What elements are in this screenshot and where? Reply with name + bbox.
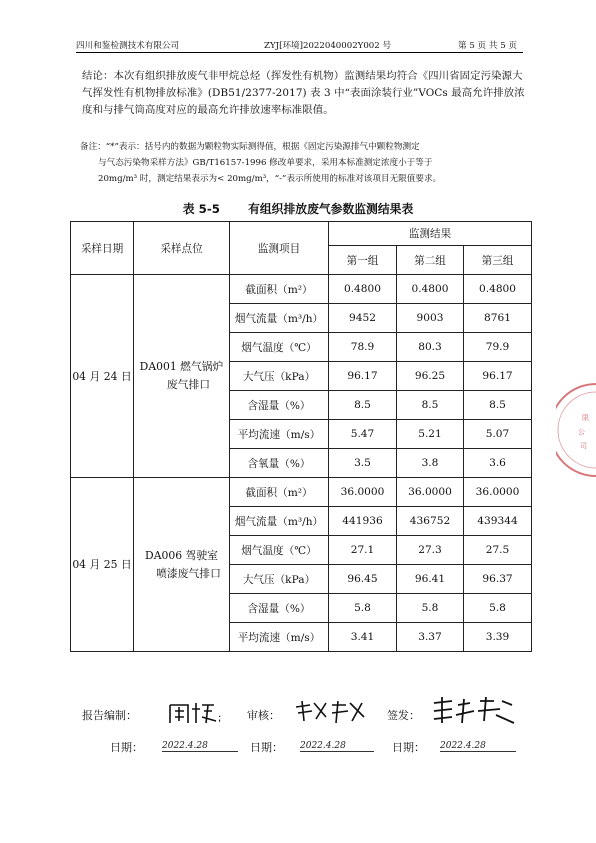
result-group-1: 27.1 — [329, 536, 397, 565]
result-group-3: 8761 — [464, 304, 532, 333]
monitoring-item: 大气压（kPa） — [230, 362, 329, 391]
sampling-date: 04 月 25 日 — [71, 478, 134, 652]
result-group-2: 96.25 — [397, 362, 464, 391]
result-group-1: 96.17 — [329, 362, 397, 391]
result-group-3: 36.0000 — [464, 478, 532, 507]
result-group-3: 79.9 — [464, 333, 532, 362]
header-group-3: 第三组 — [464, 246, 532, 275]
date-value-3: 2022.4.28 — [440, 741, 516, 752]
monitoring-item: 大气压（kPa） — [230, 565, 329, 594]
page-indicator: 第 5 页 共 5 页 — [458, 41, 517, 51]
result-group-1: 3.5 — [329, 449, 397, 478]
issuer-signature — [430, 695, 520, 727]
result-group-1: 9452 — [329, 304, 397, 333]
result-group-1: 8.5 — [329, 391, 397, 420]
result-group-1: 5.8 — [329, 594, 397, 623]
table-caption — [0, 200, 596, 217]
monitoring-item: 含湿量（%） — [230, 391, 329, 420]
monitoring-item: 截面积（m²） — [230, 275, 329, 304]
result-group-1: 0.4800 — [329, 275, 397, 304]
svg-text:限: 限 — [582, 414, 589, 422]
monitoring-item: 含氧量（%） — [230, 449, 329, 478]
result-group-3: 96.37 — [464, 565, 532, 594]
note-line-2: 与气态污染物采样方法》GB/T16157-1996 修改单要求，采用本标准测定浓度小于等于 — [98, 158, 433, 168]
sampling-point-line-1: DA006 驾驶室 — [145, 548, 218, 562]
note-line-3: 20mg/m³ 时，测定结果表示为< 20mg/m³，“-”表示所使用的标准对该项目无限值要求。 — [98, 174, 442, 184]
result-group-3: 8.5 — [464, 391, 532, 420]
sampling-point-line-1: DA001 燃气锅炉 — [139, 360, 224, 373]
header-date: 采样日期 — [71, 222, 134, 275]
date-label-3: 日期： — [392, 741, 425, 754]
date-label-1: 日期： — [110, 741, 143, 754]
header-item: 监测项目 — [230, 222, 329, 275]
result-group-3: 96.17 — [464, 362, 532, 391]
compiler-signature — [166, 699, 226, 727]
note-line-1: 备注：“*”表示：括号内的数据为颗粒物实际测得值，根据《固定污染源排气中颗粒物测定 — [80, 142, 420, 152]
date-value-1: 2022.4.28 — [162, 741, 238, 752]
result-group-2: 80.3 — [397, 333, 464, 362]
result-group-2: 5.21 — [397, 420, 464, 449]
result-group-3: 5.07 — [464, 420, 532, 449]
monitoring-item: 含湿量（%） — [230, 594, 329, 623]
result-group-3: 3.39 — [464, 623, 532, 652]
seal-stamp — [556, 380, 596, 480]
monitoring-item: 截面积（m²） — [230, 478, 329, 507]
monitoring-item: 烟气流量（m³/h） — [230, 304, 329, 333]
result-group-2: 96.41 — [397, 565, 464, 594]
result-group-2: 8.5 — [397, 391, 464, 420]
table-row — [71, 275, 532, 304]
result-group-2: 3.37 — [397, 623, 464, 652]
result-group-2: 0.4800 — [397, 275, 464, 304]
header-row — [71, 222, 532, 246]
reviewer-label: 审核： — [247, 709, 280, 722]
sampling-point-line-2: 废气排口 — [166, 378, 211, 391]
svg-text:;: ; — [218, 713, 222, 724]
result-group-1: 78.9 — [329, 333, 397, 362]
date-label-2: 日期： — [250, 741, 283, 754]
result-group-3: 439344 — [464, 507, 532, 536]
result-group-1: 3.41 — [329, 623, 397, 652]
result-group-1: 5.47 — [329, 420, 397, 449]
svg-text:公: 公 — [578, 428, 585, 436]
header-group-1: 第一组 — [329, 246, 397, 275]
issuer-label: 签发： — [387, 709, 420, 722]
conclusion-text: 结论：本次有组织排放废气非甲烷总烃（挥发性有机物）监测结果均符合《四川省固定污染源大气挥发性有机物排放标准》(DB51/2377-2017) 表 3 中“表面涂装行业”VOCs 最高允许排放浓度和与排气筒高度对应的最高允许排放速率标准限值。 — [82, 70, 525, 116]
monitoring-item: 平均流速（m/s） — [230, 420, 329, 449]
result-group-1: 36.0000 — [329, 478, 397, 507]
sampling-point — [134, 478, 230, 652]
result-group-2: 5.8 — [397, 594, 464, 623]
svg-text:司: 司 — [580, 442, 587, 450]
header-result: 监测结果 — [329, 222, 532, 246]
monitoring-item: 烟气流量（m³/h） — [230, 507, 329, 536]
page-header — [76, 38, 523, 53]
reviewer-signature — [292, 697, 372, 727]
sampling-point-line-2: 喷漆废气排口 — [156, 566, 221, 580]
report-number: ZYJ[环境]2022040002Y002 号 — [264, 41, 392, 51]
result-group-3: 27.5 — [464, 536, 532, 565]
monitoring-item: 烟气温度（℃） — [230, 536, 329, 565]
header-point: 采样点位 — [134, 222, 230, 275]
result-group-1: 441936 — [329, 507, 397, 536]
results-table — [70, 221, 532, 652]
sampling-date: 04 月 24 日 — [71, 275, 134, 478]
table-row — [71, 478, 532, 507]
result-group-2: 436752 — [397, 507, 464, 536]
notes — [80, 139, 528, 187]
result-group-1: 96.45 — [329, 565, 397, 594]
header-group-2: 第二组 — [397, 246, 464, 275]
monitoring-item: 烟气温度（℃） — [230, 333, 329, 362]
result-group-3: 5.8 — [464, 594, 532, 623]
result-group-3: 3.6 — [464, 449, 532, 478]
compiler-label: 报告编制： — [82, 709, 137, 722]
sampling-point — [134, 275, 230, 478]
date-value-2: 2022.4.28 — [300, 741, 374, 752]
result-group-2: 36.0000 — [397, 478, 464, 507]
result-group-2: 27.3 — [397, 536, 464, 565]
table-title: 有组织排放废气参数监测结果表 — [248, 202, 414, 216]
monitoring-item: 平均流速（m/s） — [230, 623, 329, 652]
result-group-3: 0.4800 — [464, 275, 532, 304]
result-group-2: 3.8 — [397, 449, 464, 478]
company-name: 四川和鉴检测技术有限公司 — [76, 41, 180, 51]
table-number: 表 5-5 — [182, 202, 220, 216]
result-group-2: 9003 — [397, 304, 464, 333]
